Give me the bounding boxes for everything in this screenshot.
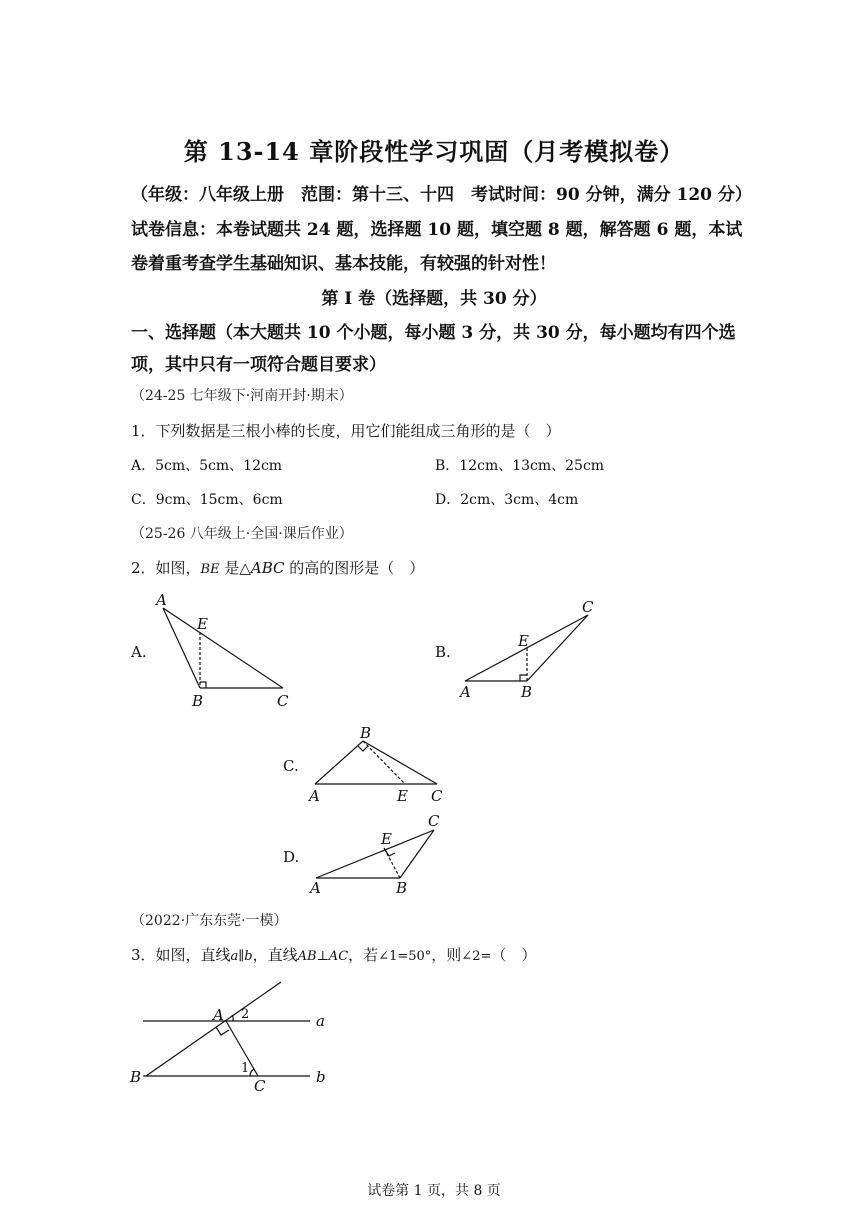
q1-option-b: B．12cm、13cm、25cm — [435, 458, 605, 474]
q3-stem — [131, 944, 536, 965]
q2a-label-e: E — [197, 615, 208, 633]
q3-label-c: C — [254, 1077, 266, 1095]
page-footer: 试卷第 1 页，共 8 页 — [367, 1183, 501, 1199]
q2c-label-b: B — [360, 724, 372, 742]
q2-figure-d — [316, 830, 434, 878]
q3-label-a: A — [213, 1006, 224, 1024]
q2d-label-a: A — [310, 879, 321, 897]
q3-stem-perp: AB⊥AC — [297, 949, 349, 964]
q2-option-d-letter: D. — [283, 848, 300, 866]
q2-source: （25-26 八年级上·全国·课后作业） — [131, 526, 353, 542]
q3-stem-angle1: ∠1=50° — [378, 949, 432, 964]
q2d-label-e: E — [381, 830, 392, 848]
q2-stem-abc: ABC — [250, 559, 285, 577]
q2-option-c-letter: C. — [283, 757, 299, 775]
q3-stem-mid2: ，若 — [348, 946, 379, 964]
q3-stem-suffix: （ ） — [491, 946, 537, 964]
q3-label-angle-1: 1 — [241, 1061, 250, 1076]
exam-intro-line-2: 卷着重考查学生基础知识、基本技能，有较强的针对性！ — [131, 254, 556, 274]
section-heading-line-1: 一、选择题（本大题共 10 个小题，每小题 3 分，共 30 分，每小题均有四个选 — [131, 323, 736, 343]
q2-stem-be: BE — [200, 562, 220, 577]
q2-stem-prefix: 2．如图， — [131, 559, 201, 577]
q2a-label-b: B — [192, 692, 204, 710]
q3-label-line-a: a — [316, 1012, 325, 1030]
q2-option-a-letter: A. — [131, 643, 147, 661]
q3-stem-prefix: 3．如图，直线 — [131, 946, 231, 964]
q1-source: （24-25 七年级下·河南开封·期末） — [131, 388, 353, 404]
q2-option-b-letter: B. — [435, 643, 451, 661]
q2d-label-c: C — [428, 812, 440, 830]
q2-figure-c — [315, 741, 437, 784]
q2a-label-a: A — [156, 591, 167, 609]
q2-stem-suffix: 的高的图形是（ ） — [284, 559, 425, 577]
q1-option-a: A．5cm、5cm、12cm — [131, 458, 283, 474]
q1-stem: 1．下列数据是三根小棒的长度，用它们能组成三角形的是（ ） — [131, 422, 561, 440]
q3-label-b: B — [130, 1068, 142, 1086]
q3-label-line-b: b — [316, 1068, 326, 1086]
q2b-label-b: B — [521, 683, 533, 701]
q1-option-d: D．2cm、3cm、4cm — [435, 492, 579, 508]
section-heading-line-2: 项，其中只有一项符合题目要求） — [131, 355, 386, 375]
q1-option-c: C．9cm、15cm、6cm — [131, 492, 283, 508]
q2c-label-a: A — [309, 787, 320, 805]
page-title: 第 13-14 章阶段性学习巩固（月考模拟卷） — [183, 137, 685, 166]
q2b-label-a: A — [460, 683, 471, 701]
q3-stem-mid: ，直线 — [252, 946, 298, 964]
exam-intro-line-1: 试卷信息：本卷试题共 24 题，选择题 10 题，填空题 8 题，解答题 6 题，本试 — [131, 220, 743, 240]
q3-figure — [143, 982, 310, 1076]
q3-stem-angle2: ∠2= — [461, 949, 492, 964]
q3-stem-parallel: a∥b — [230, 949, 253, 964]
q2c-label-c: C — [431, 787, 443, 805]
q2a-label-c: C — [277, 692, 289, 710]
q2-figure-a — [163, 608, 283, 688]
q3-source: （2022·广东东莞·一模） — [131, 913, 288, 929]
q3-label-angle-2: 2 — [241, 1007, 250, 1022]
part-title: 第 I 卷（选择题，共 30 分） — [321, 289, 547, 309]
q2b-label-c: C — [582, 598, 594, 616]
exam-info-line: （年级：八年级上册 范围：第十三、十四 考试时间：90 分钟，满分 120 分） — [131, 185, 752, 205]
q2d-label-b: B — [396, 879, 408, 897]
q2-stem-mid: 是△ — [219, 559, 251, 577]
q2c-label-e: E — [397, 787, 408, 805]
q2b-label-e: E — [518, 632, 529, 650]
q3-stem-mid3: ，则 — [431, 946, 462, 964]
